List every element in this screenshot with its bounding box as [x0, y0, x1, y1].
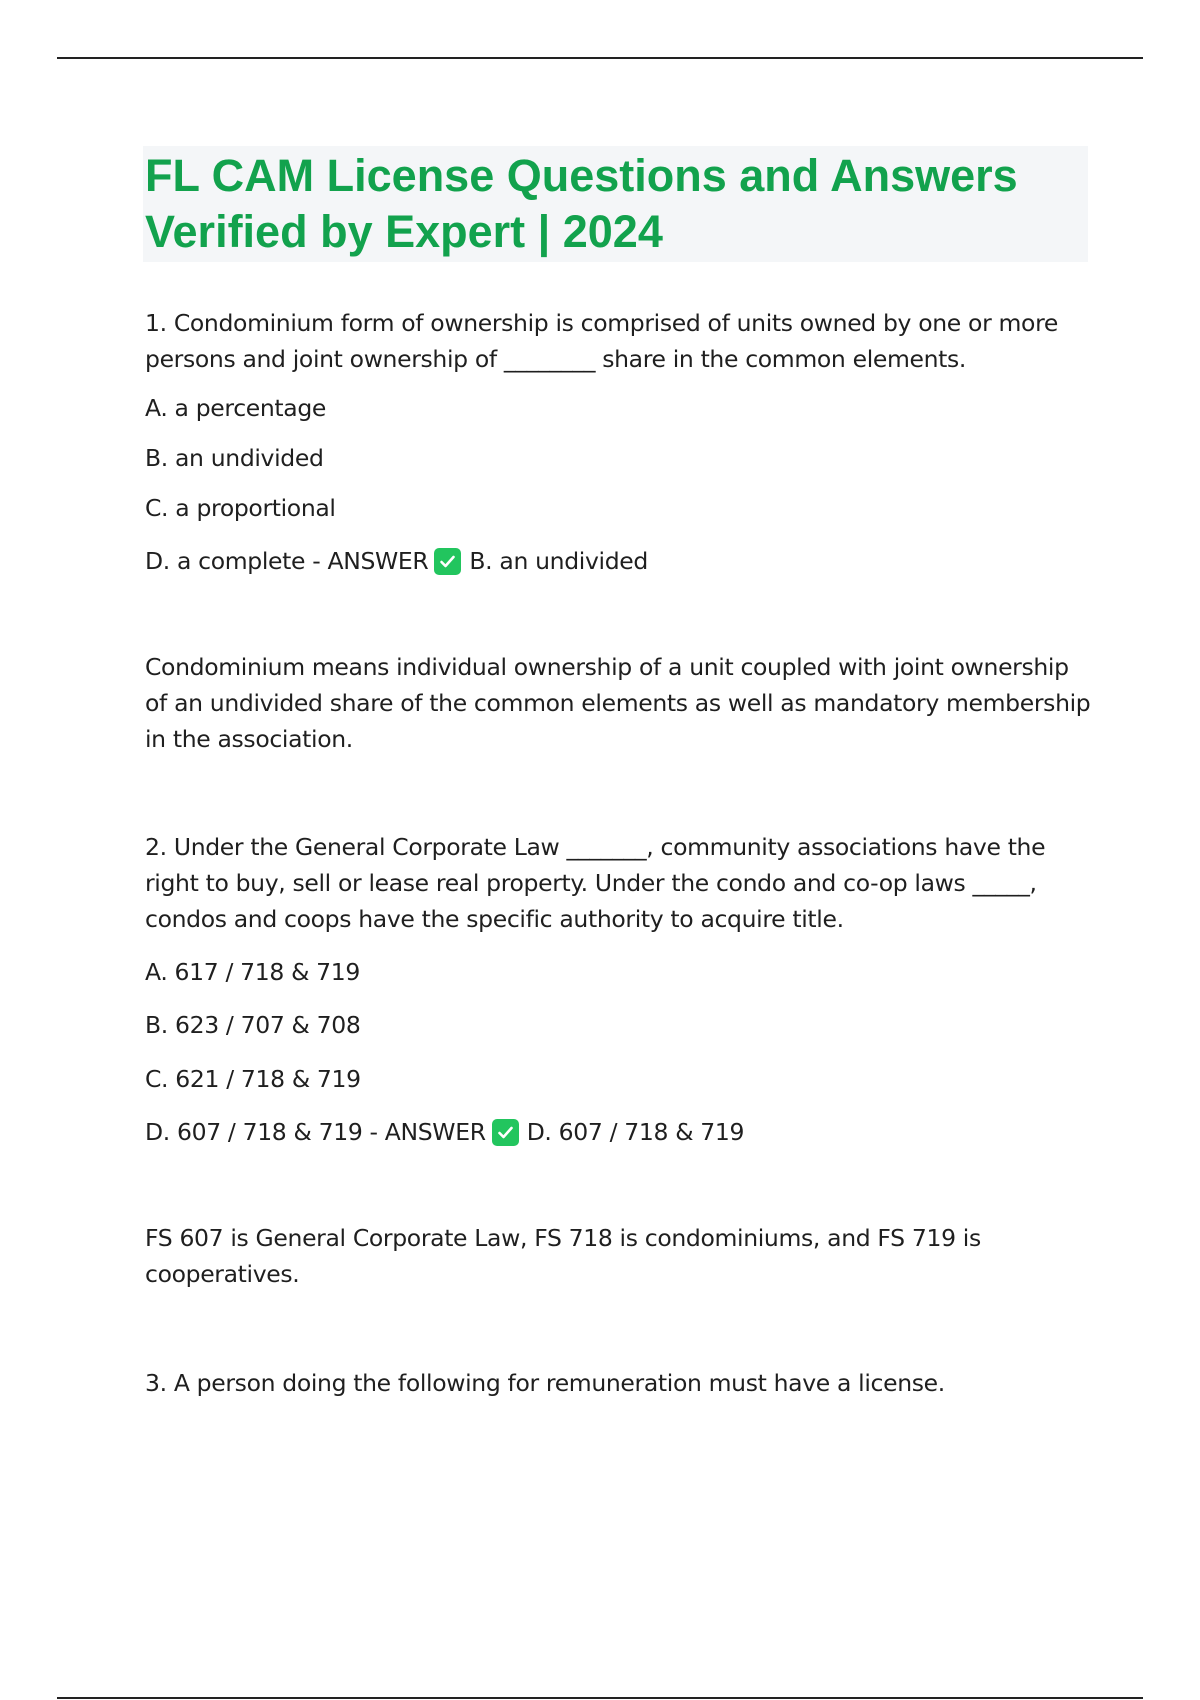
- bottom-rule: [57, 1697, 1143, 1699]
- question-stem: 2. Under the General Corporate Law _______, community associations have the right to buy, sell or lease real property. Under the condo and co-op laws _____, condos and coops have the specific authority to acquire title.: [145, 833, 1046, 933]
- explanation: FS 607 is General Corporate Law, FS 718 is condominiums, and FS 719 is cooperatives.: [145, 1224, 981, 1288]
- question-stem: 1. Condominium form of ownership is comprised of units owned by one or more persons and joint ownership of ________ share in the common elements.: [145, 309, 1058, 373]
- page-title: FL CAM License Questions and Answers Verified by Expert | 2024: [145, 150, 1018, 257]
- question-3: [145, 1365, 1091, 1401]
- option-a: A. a percentage: [145, 394, 327, 422]
- option-d: D. a complete - ANSWER: [145, 547, 429, 575]
- correct-answer: D. 607 / 718 & 719: [526, 1118, 745, 1146]
- option-a: A. 617 / 718 & 719: [145, 958, 360, 986]
- option-b: B. an undivided: [145, 444, 324, 472]
- title-box: [143, 146, 1088, 262]
- correct-answer: B. an undivided: [469, 547, 648, 575]
- question-1: [145, 305, 1091, 757]
- answer-line: [145, 543, 1091, 579]
- option-d: D. 607 / 718 & 719 - ANSWER: [145, 1118, 486, 1146]
- question-2: [145, 829, 1091, 1292]
- option-c: C. a proportional: [145, 494, 336, 522]
- option-b: B. 623 / 707 & 708: [145, 1011, 361, 1039]
- check-box-icon: [492, 1119, 519, 1146]
- document-body: [145, 146, 1091, 1401]
- explanation: Condominium means individual ownership of a unit coupled with joint ownership of an undivided share of the common elements as well as mandatory membership in the association.: [145, 653, 1091, 753]
- option-c: C. 621 / 718 & 719: [145, 1065, 361, 1093]
- top-rule: [57, 57, 1143, 59]
- question-stem: 3. A person doing the following for remuneration must have a license.: [145, 1369, 945, 1397]
- check-box-icon: [434, 548, 461, 575]
- answer-line: [145, 1114, 1091, 1150]
